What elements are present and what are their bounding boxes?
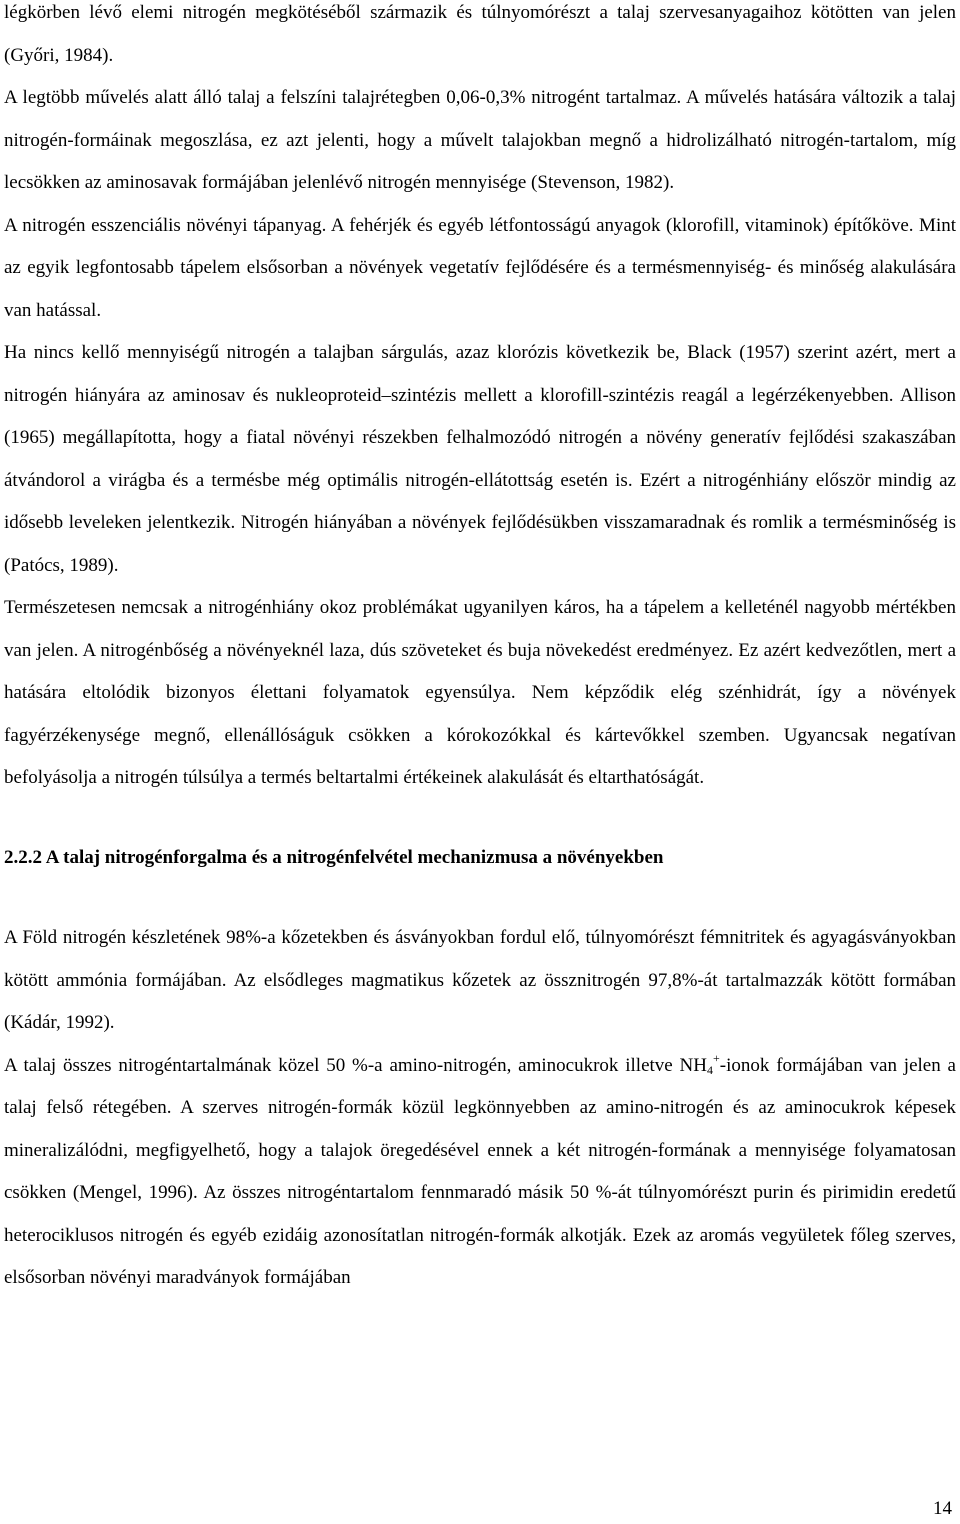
section-title: A talaj nitrogénforgalma és a nitrogénfelvétel mechanizmusa a növényekben — [45, 846, 664, 868]
section-number: 2.2.2 — [4, 846, 42, 868]
paragraph-nitrogen-excess: Természetesen nemcsak a nitrogénhiány okoz problémákat ugyanilyen káros, ha a tápelem a kelleténél nagyobb mértékben van jelen. A nitrogénbőség a növényeknél laza, dús szöveteket és buja növekedést eredményez. Ez azért kedvezőtlen, mert a hatására eltolódik bizonyos élettani folyamatok egyensúlya. Nem képződik elég szénhidrát, így a növények fagyérzékenysége megnő, ellenállóságuk csökken a kórokozókkal és kártevőkkel szemben. Ugyancsak negatívan befolyásolja a nitrogén túlsúlya a termés beltartalmi értékeinek alakulását és eltarthatóságát. — [4, 597, 956, 788]
section-heading — [4, 837, 956, 880]
paragraph-nitrogen-fixation: légkörben lévő elemi nitrogén megkötéséből származik és túlnyomórészt a talaj szervesanyagaihoz kötötten van jelen (Győri, 1984). — [4, 2, 956, 66]
paragraph-soil-nitrogen-forms — [4, 1045, 956, 1300]
document-page — [4, 0, 956, 1300]
nh4-subscript: 4 — [706, 1062, 713, 1077]
paragraph-earth-nitrogen-reserve: A Föld nitrogén készletének 98%-a kőzetekben és ásványokban fordul elő, túlnyomórészt fémnitritek és agyagásványokban kötött ammónia formájában. Az elsődleges magmatikus kőzetek az össznitrogén 97,8%-át tartalmazzák kötött formában (Kádár, 1992). — [4, 927, 956, 1033]
paragraph-essential-nutrient: A nitrogén esszenciális növényi tápanyag. A fehérjék és egyéb létfontosságú anyagok (klorofill, vitaminok) építőköve. Mint az egyik legfontosabb tápelem elsősorban a növények vegetatív fejlődésére és a termésmennyiség- és minőség alakulására van hatással. — [4, 214, 956, 321]
nh4-text-after: -ionok formájában van jelen a talaj felső rétegében. A szerves nitrogén-formák közül legkönnyebben az amino-nitrogén és az aminocukrok képesek mineralizálódni, megfigyelhető, hogy a talajok öregedésével ennek a két nitrogén-formának a mennyisége folyamatosan csökken (Mengel, 1996). Az összes nitrogéntartalom fennmaradó másik 50 %-át túlnyomórészt purin és pirimidin eredetű heterociklusos nitrogén és egyéb ezidáig azonosítatlan nitrogén-formák alkotják. Ezek az aromás vegyületek főleg szerves, elsősorban növényi maradványok formájában — [4, 1054, 956, 1288]
paragraph-nitrogen-deficiency: Ha nincs kellő mennyiségű nitrogén a talajban sárgulás, azaz klorózis következik be, Black (1957) szerint azért, mert a nitrogén hiányára az aminosav és nukleoproteid–szintézis mellett a klorofill-szintézis reagál a legérzékenyebben. Allison (1965) megállapította, hogy a fiatal növényi részekben felhalmozódó nitrogén a növény generatív fejlődési szakaszában átvándorol a virágba és a termésbe még optimális nitrogén-ellátottság esetén is. Ezért a nitrogénhiány először mindig az idősebb leveleken jelentkezik. Nitrogén hiányában a növények fejlődésükben visszamaradnak és romlik a termésminőség is (Patócs, 1989). — [4, 342, 956, 576]
nh4-superscript: + — [712, 1050, 720, 1065]
nh4-text-before: A talaj összes nitrogéntartalmának közel 50 %-a amino-nitrogén, aminocukrok illetve NH — [4, 1054, 707, 1076]
page-number: 14 — [933, 1498, 952, 1519]
paragraph-cultivated-soil: A legtöbb művelés alatt álló talaj a felszíni talajrétegben 0,06-0,3% nitrogént tartalmaz. A művelés hatására változik a talaj nitrogén-formáinak megoszlása, ez azt jelenti, hogy a művelt talajokban megnő a hidrolizálható nitrogén-tartalom, míg lecsökken az aminosavak formájában jelenlévő nitrogén mennyisége (Stevenson, 1982). — [4, 87, 956, 193]
